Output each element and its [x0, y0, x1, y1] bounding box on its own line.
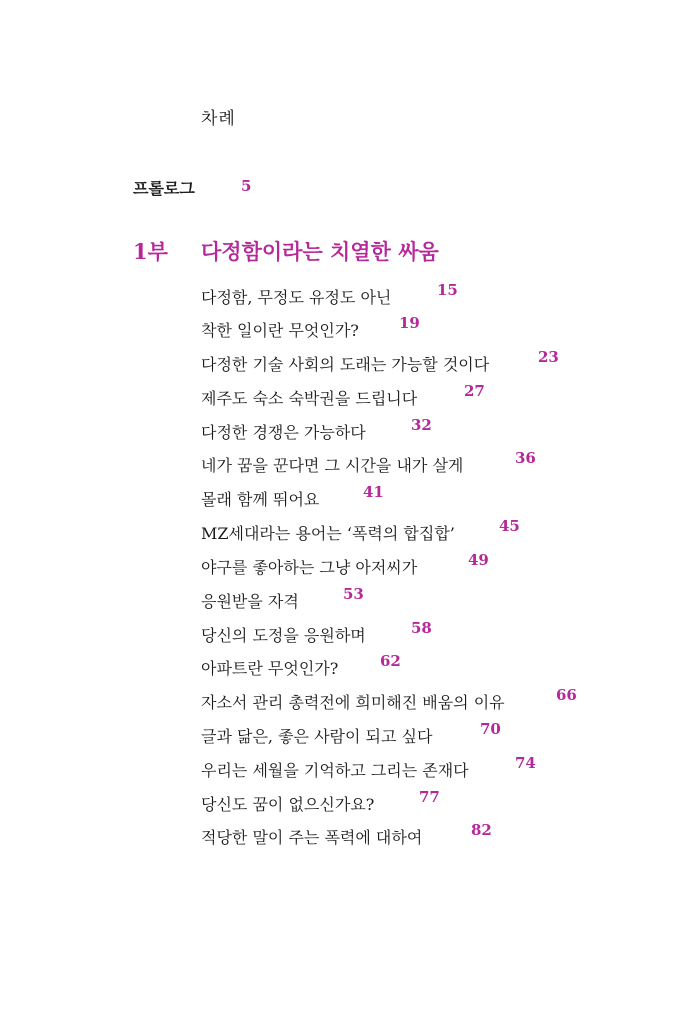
page-title: 차례: [201, 109, 236, 129]
entry-page-number: 49: [468, 551, 489, 569]
toc-entry[interactable]: [201, 551, 489, 578]
entry-page-number: 32: [411, 416, 432, 434]
toc-entry[interactable]: [201, 720, 501, 747]
entry-title: 다정한 기술 사회의 도래는 가능할 것이다: [201, 355, 490, 374]
toc-entry[interactable]: [201, 754, 536, 781]
toc-entry[interactable]: [201, 788, 440, 815]
entry-title: 적당한 말이 주는 폭력에 대하여: [201, 828, 423, 847]
entry-title: MZ세대라는 용어는 ‘폭력의 합집합’: [201, 524, 455, 543]
toc-prologue[interactable]: [133, 176, 252, 199]
entry-title: 글과 닮은, 좋은 사람이 되고 싶다: [201, 727, 433, 746]
toc-entry[interactable]: [201, 348, 559, 375]
entry-page-number: 66: [556, 686, 577, 704]
entry-page-number: 82: [471, 821, 492, 839]
entry-title: 다정한 경쟁은 가능하다: [201, 423, 366, 442]
toc-entry[interactable]: [201, 686, 577, 713]
entry-title: 응원받을 자격: [201, 592, 299, 611]
entry-page-number: 62: [380, 652, 401, 670]
entry-page-number: 19: [399, 314, 420, 332]
toc-entry[interactable]: [201, 314, 420, 341]
part-number: 1부: [133, 239, 168, 264]
entry-title: 아파트란 무엇인가?: [201, 659, 339, 678]
toc-entry[interactable]: [201, 517, 520, 544]
entry-title: 야구를 좋아하는 그냥 아저씨가: [201, 558, 418, 577]
toc-entry[interactable]: [201, 416, 432, 443]
entry-title: 몰래 함께 뛰어요: [201, 490, 320, 509]
toc-entry[interactable]: [201, 382, 485, 409]
entry-page-number: 45: [499, 517, 520, 535]
entry-title: 당신의 도정을 응원하며: [201, 626, 366, 645]
toc-entry[interactable]: [201, 281, 458, 308]
toc-entry[interactable]: [201, 821, 492, 848]
entry-page-number: 15: [437, 281, 458, 299]
entry-page-number: 41: [363, 483, 384, 501]
entry-title: 자소서 관리 총력전에 희미해진 배움의 이유: [201, 693, 505, 712]
toc-entry[interactable]: [201, 449, 536, 476]
toc-entry[interactable]: [201, 585, 364, 612]
entry-page-number: 36: [515, 449, 536, 467]
entry-title: 제주도 숙소 숙박권을 드립니다: [201, 389, 418, 408]
entry-page-number: 53: [343, 585, 364, 603]
toc-entry[interactable]: [201, 652, 401, 679]
entry-title: 우리는 세월을 기억하고 그리는 존재다: [201, 761, 469, 780]
part-title: 다정함이라는 치열한 싸움: [201, 240, 439, 264]
prologue-page-number: 5: [241, 177, 252, 195]
entry-page-number: 27: [464, 382, 485, 400]
toc-entry[interactable]: [201, 483, 384, 510]
entry-page-number: 58: [411, 619, 432, 637]
prologue-label: 프롤로그: [133, 179, 195, 198]
entry-title: 네가 꿈을 꾼다면 그 시간을 내가 살게: [201, 456, 464, 475]
entry-title: 당신도 꿈이 없으신가요?: [201, 795, 375, 814]
entry-page-number: 74: [515, 754, 536, 772]
entry-page-number: 70: [480, 720, 501, 738]
entry-page-number: 77: [419, 788, 440, 806]
entry-page-number: 23: [538, 348, 559, 366]
entry-title: 착한 일이란 무엇인가?: [201, 321, 359, 340]
toc-entry[interactable]: [201, 619, 432, 646]
entry-title: 다정함, 무정도 유정도 아닌: [201, 288, 392, 307]
